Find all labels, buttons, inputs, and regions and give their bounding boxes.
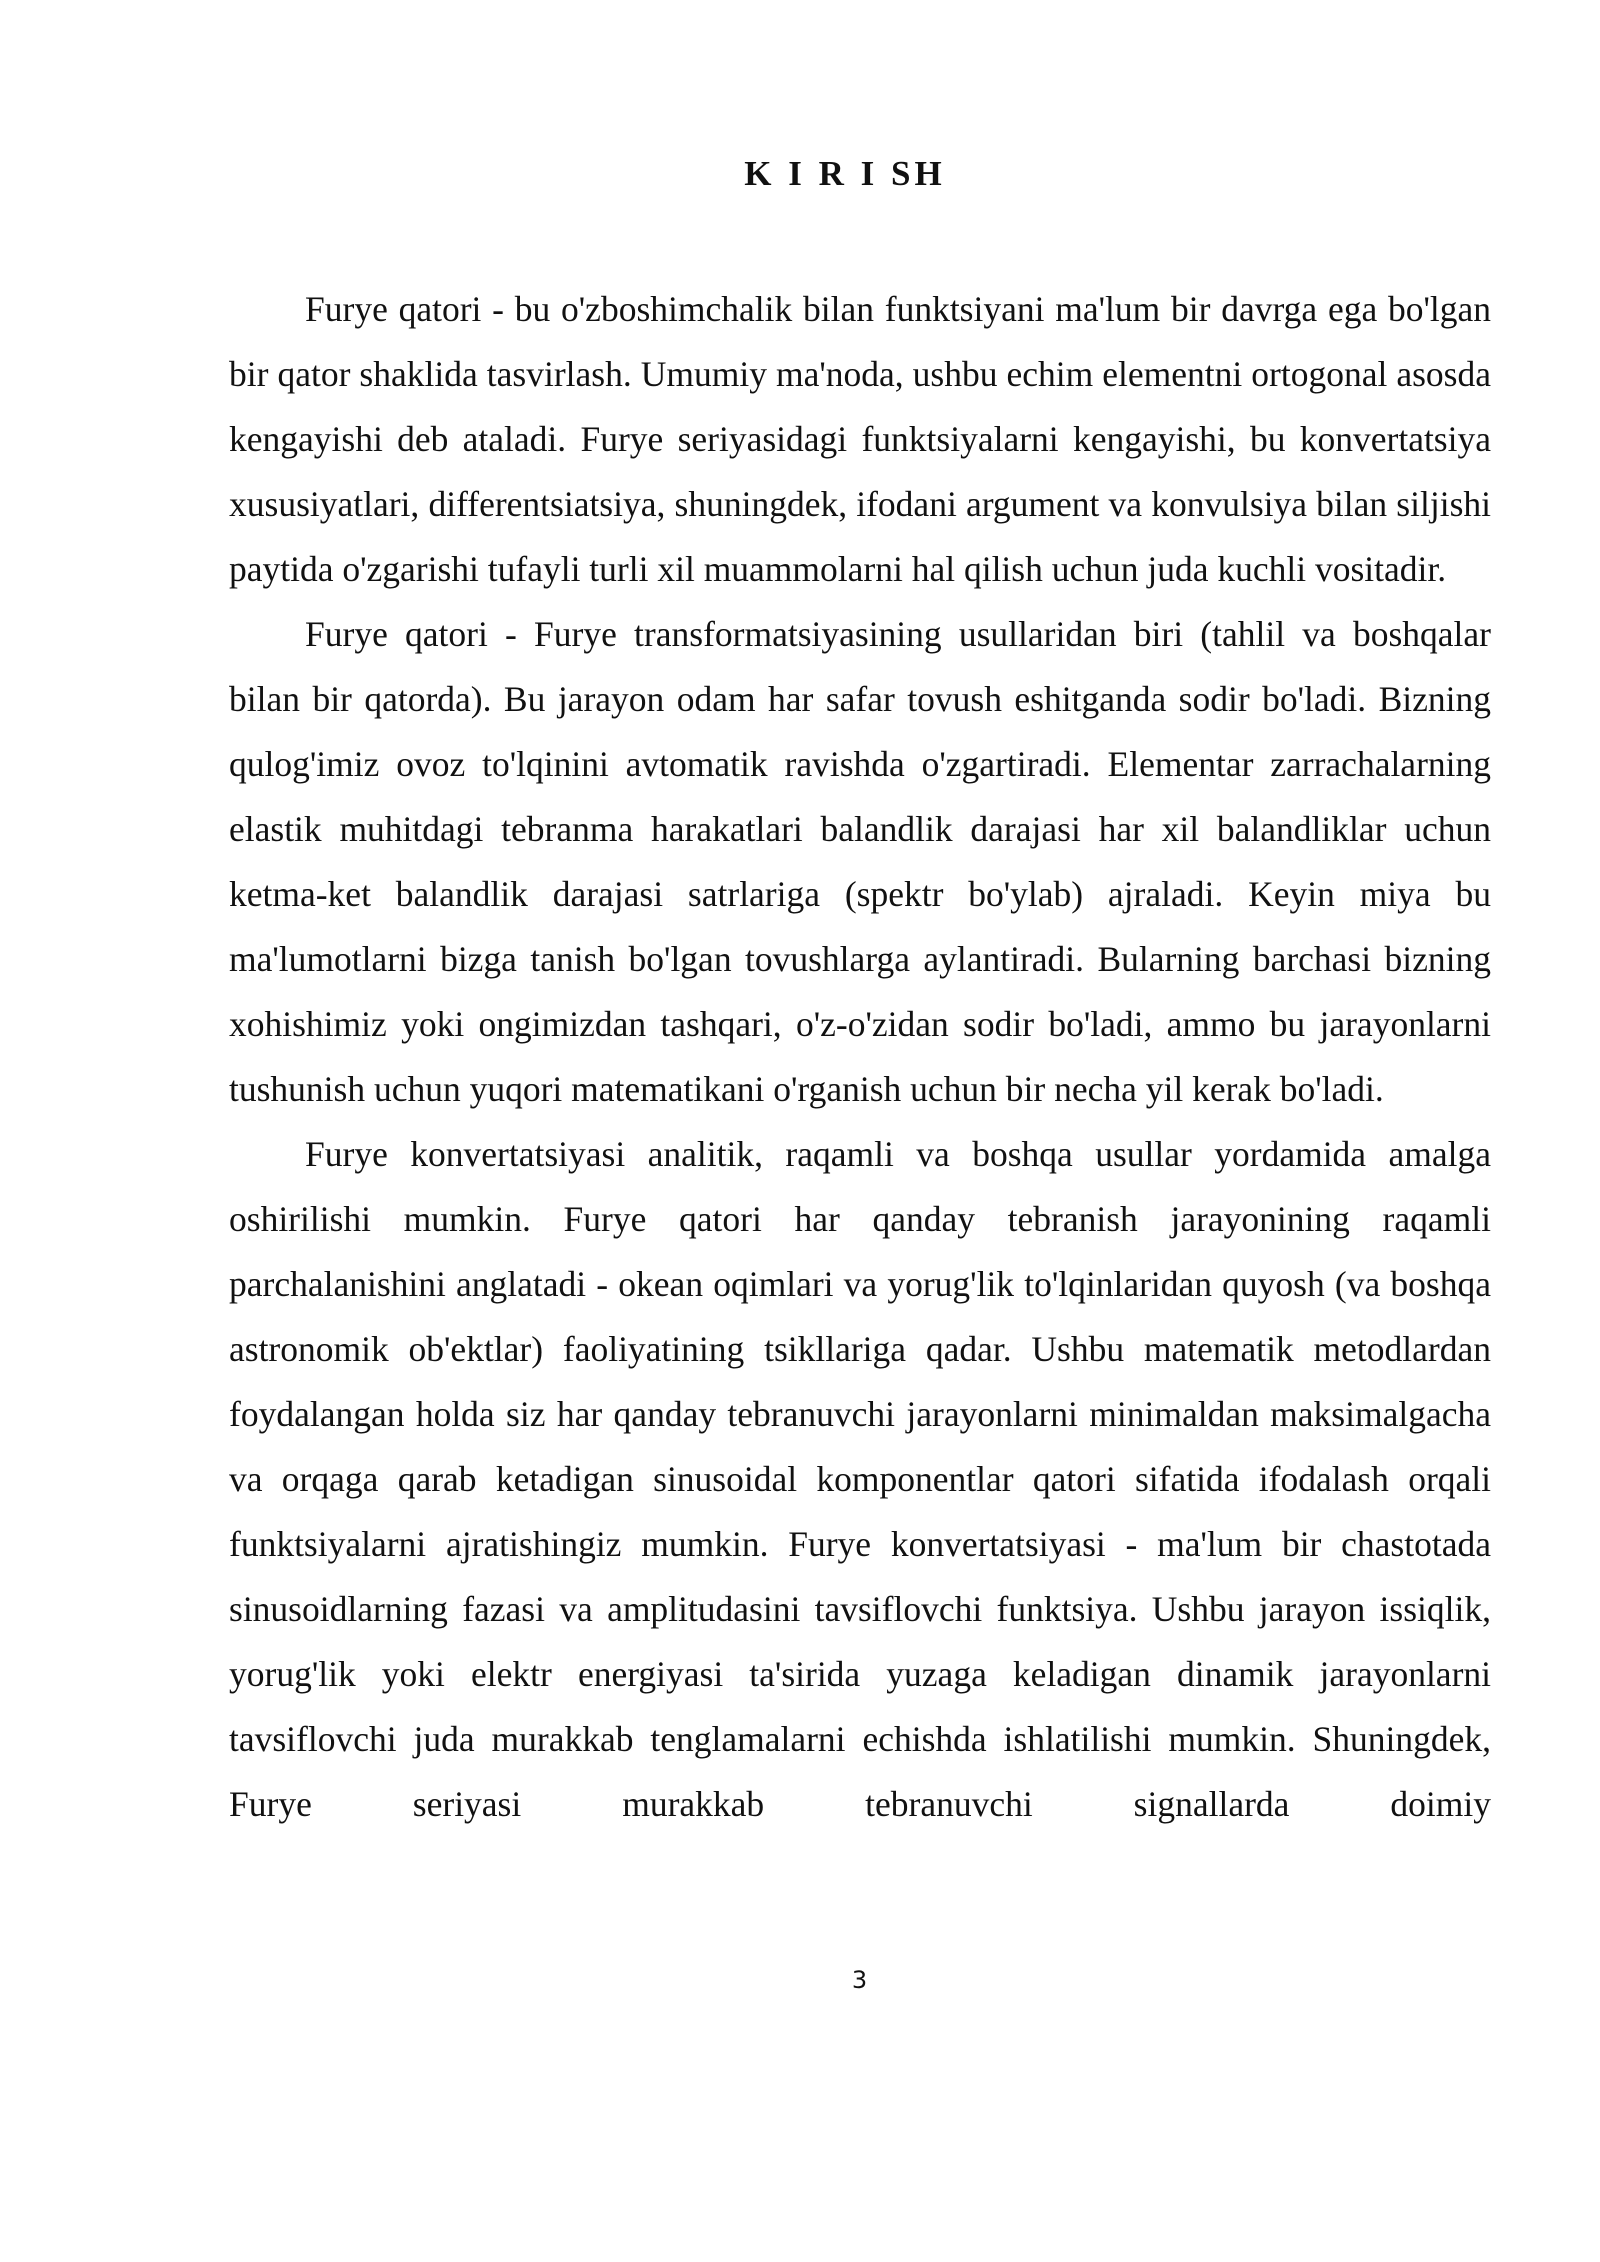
body-text: [229, 277, 1491, 1837]
page-title: K I R I SH: [744, 154, 946, 193]
paragraph-3: Furye konvertatsiyasi analitik, raqamli va boshqa usullar yordamida amalga oshirilishi mumkin. Furye qatori har qanday tebranish jarayonining raqamli parchalanishini anglatadi - okean oqimlari va yorug'lik to'lqinlaridan quyosh (va boshqa astronomik ob'ektlar) faoliyatining tsikllariga qadar. Ushbu matematik metodlardan foydalangan holda siz har qanday tebranuvchi jarayonlarni minimaldan maksimalgacha va orqaga qarab ketadigan sinusoidal komponentlar qatori sifatida ifodalash orqali funktsiyalarni ajratishingiz mumkin. Furye konvertatsiyasi - ma'lum bir chastotada sinusoidlarning fazasi va amplitudasini tavsiflovchi funktsiya. Ushbu jarayon issiqlik, yorug'lik yoki elektr energiyasi ta'sirida yuzaga keladigan dinamik jarayonlarni tavsiflovchi juda murakkab tenglamalarni echishda ishlatilishi mumkin. Shuningdek, Furye seriyasi murakkab tebranuvchi signallarda doimiy: [229, 1134, 1491, 1824]
page-number: 3: [851, 1966, 868, 1994]
paragraph-1: Furye qatori - bu o'zboshimchalik bilan funktsiyani ma'lum bir davrga ega bo'lgan bir qator shaklida tasvirlash. Umumiy ma'noda, ushbu echim elementni ortogonal asosda kengayishi deb ataladi. Furye seriyasidagi funktsiyalarni kengayishi, bu konvertatsiya xususiyatlari, differentsiatsiya, shuningdek, ifodani argument va konvulsiya bilan siljishi paytida o'zgarishi tufayli turli xil muammolarni hal qilish uchun juda kuchli vositadir.: [229, 289, 1491, 589]
paragraph-2: Furye qatori - Furye transformatsiyasining usullaridan biri (tahlil va boshqalar bilan bir qatorda). Bu jarayon odam har safar tovush eshitganda sodir bo'ladi. Bizning qulog'imiz ovoz to'lqinini avtomatik ravishda o'zgartiradi. Elementar zarrachalarning elastik muhitdagi tebranma harakatlari balandlik darajasi har xil balandliklar uchun ketma-ket balandlik darajasi satrlariga (spektr bo'ylab) ajraladi. Keyin miya bu ma'lumotlarni bizga tanish bo'lgan tovushlarga aylantiradi. Bularning barchasi bizning xohishimiz yoki ongimizdan tashqari, o'z-o'zidan sodir bo'ladi, ammo bu jarayonlarni tushunish uchun yuqori matematikani o'rganish uchun bir necha yil kerak bo'ladi.: [229, 614, 1491, 1109]
